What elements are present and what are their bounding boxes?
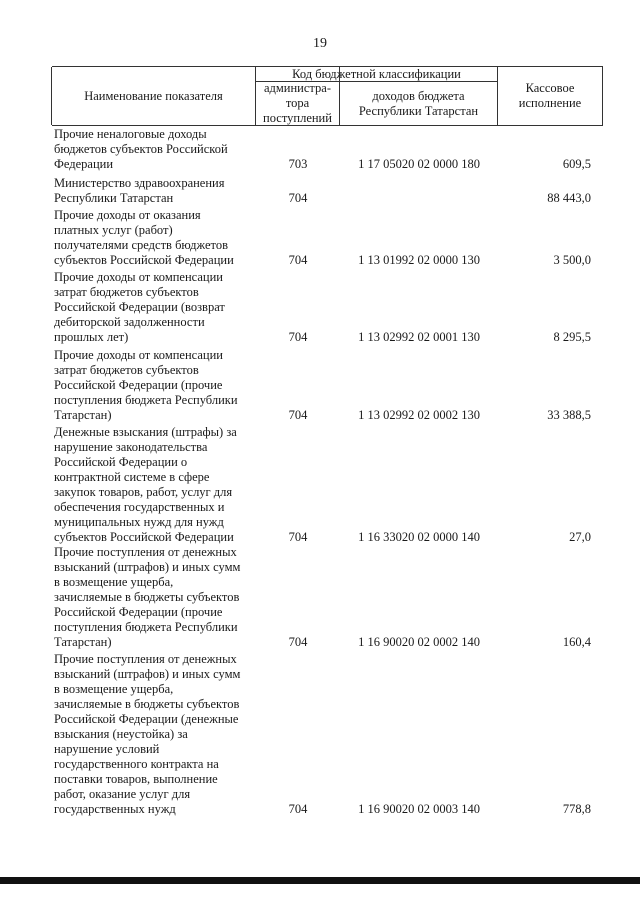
row-admin-code: 704	[288, 635, 308, 649]
row-amount: 27,0	[569, 530, 591, 544]
row-amount: 88 443,0	[547, 191, 591, 205]
row-name: Прочие доходы от компенсации затрат бюджетов субъектов Российской Федерации (прочие поступления бюджета Республики Татарстан)	[54, 348, 238, 422]
row-amount: 778,8	[562, 802, 591, 816]
row-budget-code: 1 13 02992 02 0001 130	[358, 330, 480, 344]
row-admin-code: 704	[288, 408, 308, 422]
row-amount: 33 388,5	[547, 408, 591, 422]
row-budget-code: 1 13 02992 02 0002 130	[358, 408, 480, 422]
row-admin-code: 704	[288, 253, 308, 267]
header-cash-col: Кассовое исполнение	[518, 81, 582, 110]
table-header	[52, 66, 603, 126]
row-admin-code: 704	[288, 191, 308, 205]
row-name: Прочие доходы от компенсации затрат бюджетов субъектов Российской Федерации (возврат дебиторской задолженности прошлых лет)	[54, 270, 225, 344]
table-row	[52, 545, 603, 650]
row-budget-code: 1 17 05020 02 0000 180	[358, 157, 480, 171]
row-budget-code: 1 13 01992 02 0000 130	[358, 253, 480, 267]
row-budget-code: 1 16 90020 02 0002 140	[358, 635, 480, 649]
row-name: Министерство здравоохранения Республики Татарстан	[54, 176, 225, 205]
page-number: 19	[313, 36, 327, 51]
row-admin-code: 704	[288, 802, 308, 816]
header-income-col: доходов бюджета Республики Татарстан	[358, 88, 479, 118]
row-name: Прочие неналоговые доходы бюджетов субъектов Российской Федерации	[54, 127, 228, 171]
table-row	[52, 208, 603, 268]
header-code-group: Код бюджетной классификации	[292, 66, 461, 81]
row-amount: 3 500,0	[553, 253, 591, 267]
table-row	[52, 176, 603, 206]
header-name-col: Наименование показателя	[84, 88, 223, 103]
table-row	[52, 348, 603, 423]
row-amount: 160,4	[562, 635, 591, 649]
row-name: Прочие поступления от денежных взысканий (штрафов) и иных сумм в возмещение ущерба, зачисляемые в бюджеты субъектов Российской Федерации (прочие поступления бюджета Республики Татарстан)	[54, 545, 241, 649]
row-name: Прочие поступления от денежных взысканий (штрафов) и иных сумм в возмещение ущерба, зачисляемые в бюджеты субъектов Российской Федерации (денежные взыскания (неустойка) за нарушение условий государственного контракта на поставки товаров, выполнение работ, оказание услуг для государственных нужд	[54, 652, 241, 816]
row-amount: 8 295,5	[553, 330, 591, 344]
row-amount: 609,5	[562, 157, 591, 171]
table-row	[52, 652, 603, 817]
row-budget-code: 1 16 90020 02 0003 140	[358, 802, 480, 816]
header-admin-col: администра- тора поступлений	[263, 81, 332, 125]
table-row	[52, 270, 603, 345]
table-row	[52, 425, 603, 545]
scan-edge-bar	[0, 877, 640, 884]
row-admin-code: 703	[288, 157, 308, 171]
row-admin-code: 704	[288, 530, 308, 544]
table-row	[52, 127, 603, 172]
header-border-right	[602, 67, 603, 125]
row-name: Денежные взыскания (штрафы) за нарушение законодательства Российской Федерации о контрактной системе в сфере закупок товаров, работ, услуг для обеспечения государственных и муниципальных нужд для нужд субъектов Российской Федерации	[54, 425, 237, 544]
row-admin-code: 704	[288, 330, 308, 344]
row-name: Прочие доходы от оказания платных услуг (работ) получателями средств бюджетов субъектов Российской Федерации	[54, 208, 234, 267]
row-budget-code: 1 16 33020 02 0000 140	[358, 530, 480, 544]
